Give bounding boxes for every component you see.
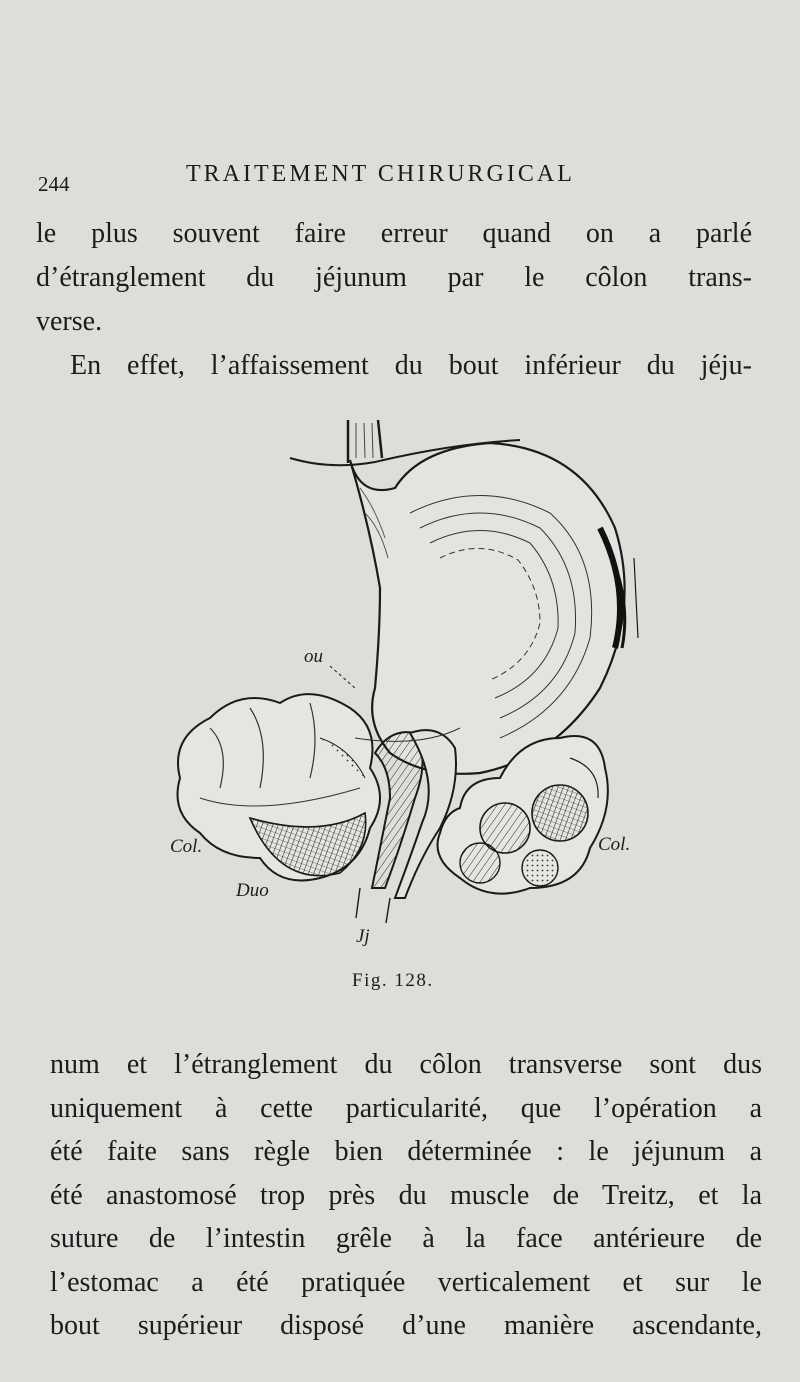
colon-left	[178, 694, 381, 880]
stomach-intestine-illustration	[160, 418, 650, 948]
text-line: suture de l’intestin grêle à la face antérieure de	[50, 1223, 762, 1254]
text-line: été faite sans règle bien déterminée : le jéjunum a	[50, 1136, 762, 1167]
page-number: 244	[38, 172, 70, 196]
text-line: num et l’étranglement du côlon transverse sont dus	[50, 1049, 762, 1080]
text-line: En effet, l’affaissement du bout inférieur du jéju-	[70, 350, 752, 381]
top-paragraph	[36, 212, 752, 388]
text-line: le plus souvent faire erreur quand on a parlé	[36, 218, 752, 249]
text-line: verse.	[36, 306, 103, 337]
running-head: TRAITEMENT CHIRURGICAL	[186, 161, 575, 187]
label-col-right: Col.	[598, 834, 631, 855]
label-jj: Jj	[356, 926, 370, 947]
text-line: été anastomosé trop près du muscle de Treitz, et la	[50, 1179, 762, 1211]
ou-leader-line	[330, 666, 355, 688]
label-col-left: Col.	[170, 836, 203, 857]
text-line: d’étranglement du jéjunum par le côlon trans-	[36, 262, 752, 293]
label-duo: Duo	[236, 880, 269, 901]
text-line: uniquement à cette particularité, que l’opération a	[50, 1092, 762, 1124]
esophagus	[348, 420, 382, 463]
label-ou: ou	[304, 646, 323, 667]
figure-caption: Fig. 128.	[352, 970, 434, 991]
text-line: bout supérieur disposé d’une manière ascendante,	[50, 1310, 762, 1341]
bottom-paragraph	[50, 1043, 762, 1348]
text-line: l’estomac a été pratiquée verticalement et sur le	[50, 1266, 762, 1298]
anatomical-figure	[160, 418, 650, 948]
stomach	[350, 443, 638, 774]
